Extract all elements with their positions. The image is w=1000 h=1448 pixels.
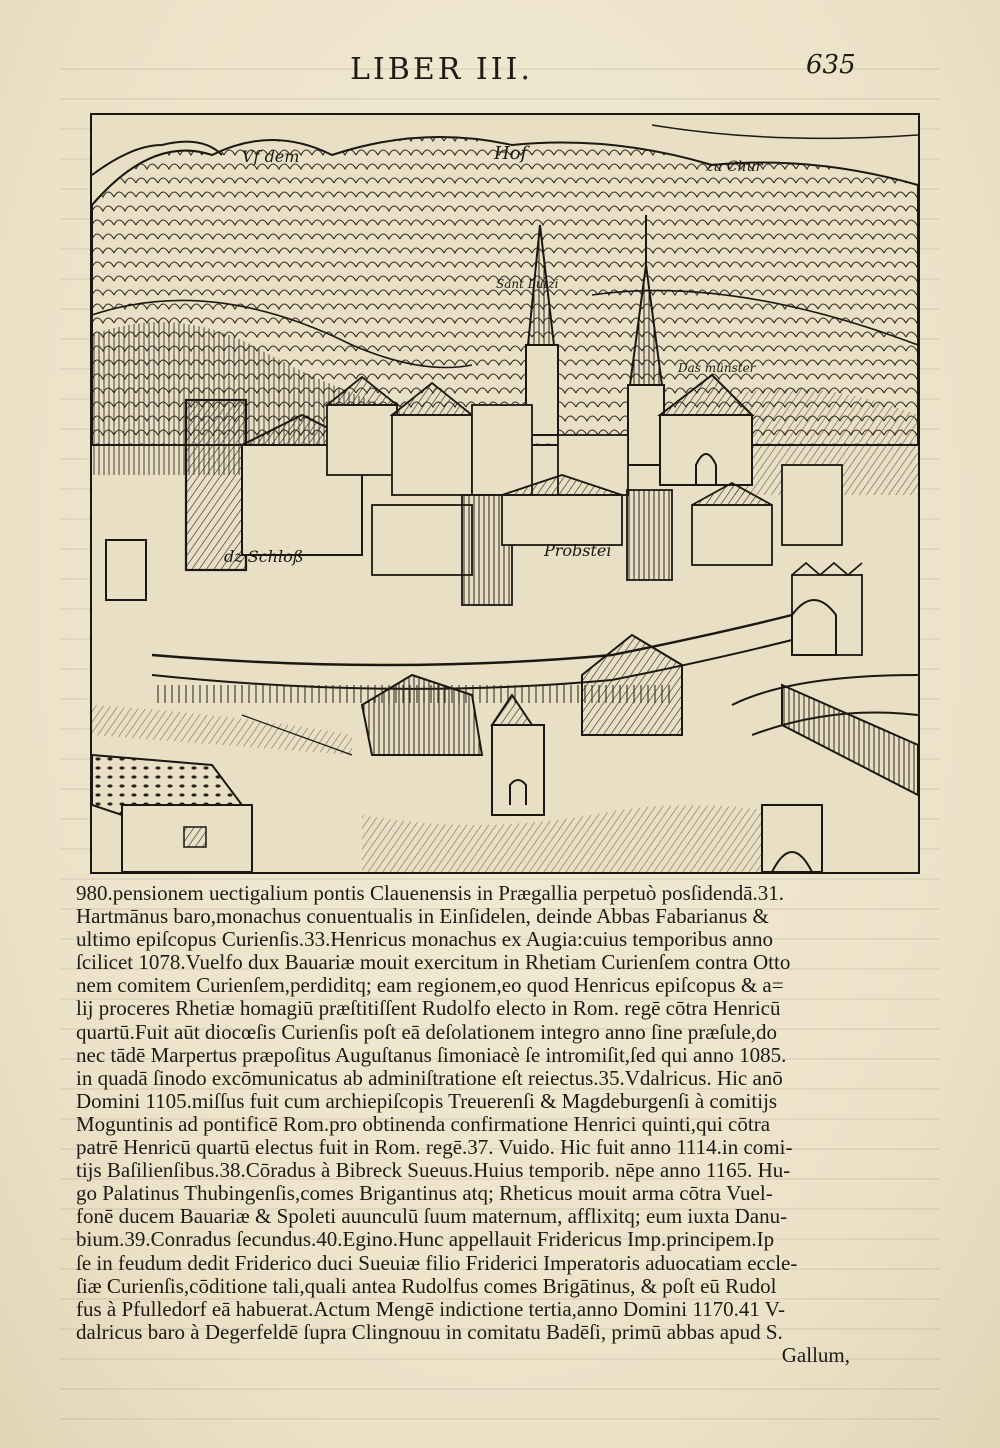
text-line: go Palatinus Thubingenſis,comes Brigantinus atq; Rheticus mouit arma cōtra Vuel-: [76, 1181, 773, 1206]
text-line: Hartmānus baro,monachus conuentualis in Einſidelen, deinde Abbas Fabarianus &: [76, 904, 769, 929]
text-line: ſiæ Curienſis,cōditione tali,quali antea Rudolfus comes Brigātinus, & poſt eū Rudol: [76, 1273, 777, 1298]
text-line: ſcilicet 1078.Vuelfo dux Bauariæ mouit exercitum in Rhetiam Curienſem contra Otto: [76, 950, 791, 975]
label-uf-dem: Vf dem: [242, 147, 300, 166]
label-das-munster: Das münster: [678, 361, 756, 375]
text-line: in quadā ſinodo excōmunicatus ab adminiſtratione eſt reiectus.35.Vdalricus. Hic anō: [76, 1065, 783, 1090]
text-line: dalricus baro à Degerfeldē ſupra Clingnouu in comitatu Badēſi, primū abbas apud S.: [76, 1319, 783, 1344]
text-line: Domini 1105.miſſus fuit cum archiepiſcopis Treuerenſi & Magdeburgenſi à comitijs: [76, 1088, 778, 1113]
text-line: patrē Henricū quartū electus fuit in Rom. regē.37. Vuido. Hic fuit anno 1114.in comi-: [76, 1135, 793, 1160]
woodcut-illustration: [90, 113, 920, 874]
label-sant-lutzi: Sant Lutzi: [496, 277, 559, 291]
text-line: Gallum,: [781, 1342, 850, 1367]
running-head: LIBER III.: [350, 52, 533, 87]
text-line: tijs Baſilienſibus.38.Cōradus à Bibreck Sueuus.Huius temporib. nēpe anno 1165. Hu-: [76, 1158, 791, 1183]
text-line: quartū.Fuit aūt diocœſis Curienſis poſt eā deſolationem integro anno ſine præſule,do: [76, 1019, 778, 1044]
text-line: bium.39.Conradus ſecundus.40.Egino.Hunc appellauit Fridericus Imp.principem.Ip: [76, 1227, 775, 1252]
woodcut-drawing: [92, 115, 918, 872]
body-text: [76, 882, 856, 1367]
label-zu-chur: zu Chur: [706, 159, 763, 175]
label-probstei: Probstei: [544, 541, 612, 560]
text-line: Moguntinis ad pontificē Rom.pro obtinenda confirmatione Henrici quinti,qui cōtra: [76, 1111, 771, 1136]
text-line: 980.pensionem uectigalium pontis Clauenensis in Prægallia perpetuò posſidendā.31.: [76, 881, 785, 905]
text-line: fus à Pfulledorf eā habuerat.Actum Mengē indictione tertia,anno Domini 1170.41 V-: [76, 1296, 785, 1321]
text-line: nem comitem Curienſem,perdiditq; eam regionem,eo quod Henricus epiſcopus & a=: [76, 973, 784, 998]
page-number: 635: [806, 50, 856, 80]
text-line: lij proceres Rhetiæ homagiū præſtitiſſent Rudolfo electo in Rom. regē cōtra Henricū: [76, 996, 781, 1021]
text-line: ultimo epiſcopus Curienſis.33.Henricus monachus ex Augia:cuius temporibus anno: [76, 927, 773, 952]
label-das-schloss: dz Schloß: [224, 547, 304, 566]
text-line: ſe in feudum dedit Friderico duci Sueuiæ filio Friderici Imperatoris aduocatiam eccle-: [76, 1250, 798, 1275]
text-line: fonē ducem Bauariæ & Spoleti auunculū ſuum maternum, afflixitq; eum iuxta Danu-: [76, 1204, 788, 1229]
text-line: nec tādē Marpertus præpoſitus Auguſtanus ſimoniacè ſe intromiſit,ſed qui anno 1085.: [76, 1042, 787, 1067]
label-hof: Hof: [494, 143, 528, 164]
